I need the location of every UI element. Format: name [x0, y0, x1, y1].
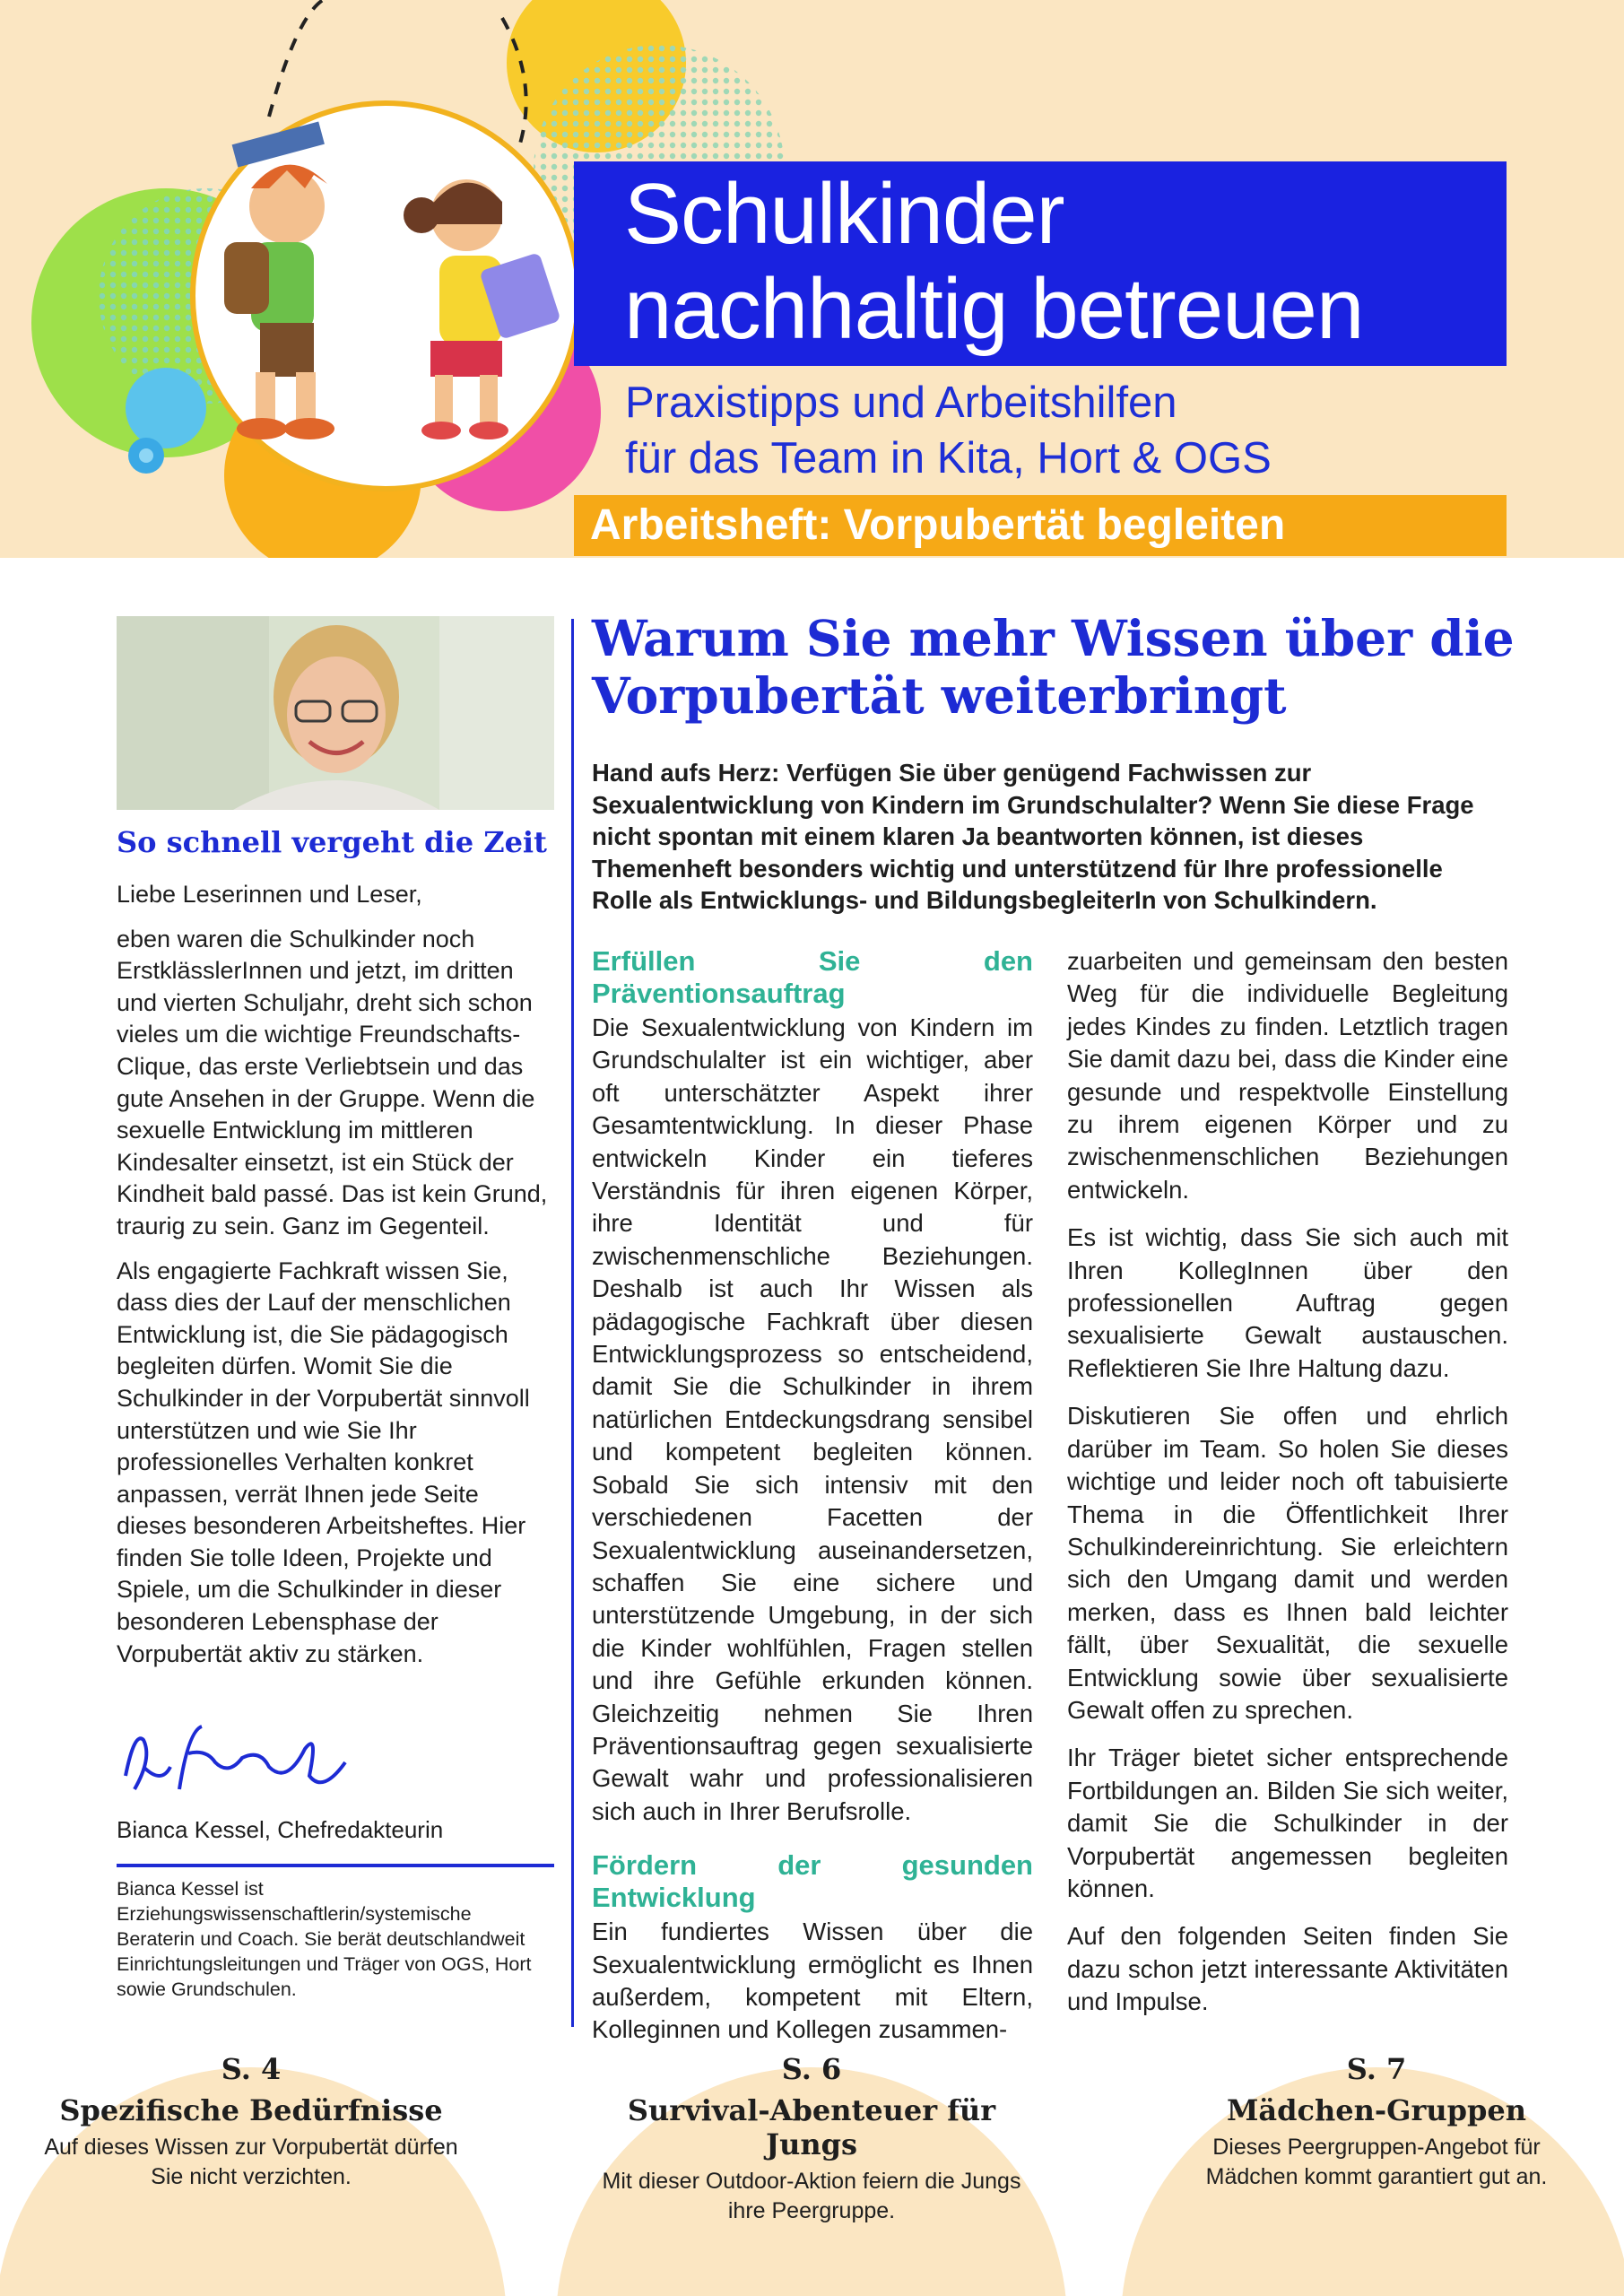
- teaser-page-4[interactable]: [36, 2052, 466, 2192]
- article-column-1: [592, 945, 1033, 2062]
- editorial-text: [117, 879, 554, 1683]
- article-headline: Warum Sie mehr Wissen über die Vorpubertät weiterbringt: [592, 609, 1515, 725]
- teaser-text: Dieses Peergruppen-Angebot für Mädchen kommt garantiert gut an.: [1205, 2135, 1548, 2189]
- article-intro: Hand aufs Herz: Verfügen Sie über genügend Fachwissen zur Sexualentwicklung von Kindern im Grundschulalter? Wenn Sie diese Frage nicht spontan mit einem klaren Ja beantworten können, ist dieses Themenheft besonders wichtig und unterstützend für Ihre professionelle Rolle als Entwicklungs- und BildungsbegleiterIn von Schulkindern.: [592, 759, 1474, 914]
- page-subtitle: [625, 375, 1272, 486]
- subtitle-line-2: für das Team in Kita, Hort & OGS: [625, 434, 1272, 483]
- article-column-2: [1067, 945, 1508, 2034]
- teaser-page-number: S. 4: [221, 2052, 282, 2086]
- article-paragraph: Ihr Träger bietet sicher entsprechende Fortbildungen an. Bilden Sie sich weiter, damit Sie die Schulkinder in der Vorpubertät angemessen begleiten können.: [1067, 1744, 1508, 1902]
- sidebar-heading: So schnell vergeht die Zeit: [117, 825, 547, 859]
- subtitle-line-1: Praxistipps und Arbeitshilfen: [625, 378, 1177, 427]
- section-heading: Fördern der gesunden Entwicklung: [592, 1849, 1033, 1914]
- author-bio: Bianca Kessel ist Erziehungswissenschaftlerin/systemische Beraterin und Coach. Sie berät deutschlandweit Einrichtungsleitungen und Träger von OGS, Hort sowie Grundschulen.: [117, 1878, 532, 2000]
- teaser-page-6[interactable]: [596, 2052, 1027, 2226]
- column-divider: [571, 619, 574, 2027]
- signature-name: Bianca Kessel, Chefredakteurin: [117, 1816, 444, 1843]
- article-paragraph: zuarbeiten und gemeinsam den besten Weg für die individuelle Begleitung jedes Kindes zu finden. Letztlich tragen Sie damit dazu bei, dass die Kinder eine gesunde und respektvolle Einstellung zu ihrem eigenen Körper und zu zwischenmenschlichen Beziehungen entwickeln.: [1067, 947, 1508, 1204]
- title-line-1: Schulkinder: [624, 166, 1064, 262]
- teaser-title: Survival-Abenteuer für Jungs: [627, 2093, 996, 2161]
- article-paragraph: Diskutieren Sie offen und ehrlich darüber im Team. So holen Sie dieses wichtige und leider noch oft tabuisierte Thema in die Öffentlichkeit Ihrer Schulkindereinrichtung. Sie erleichtern sich den Umgang damit und werden merken, dass es Ihnen bald leichter fällt, über Sexualität, die sexuelle Entwicklung sowie über sexualisierte Gewalt offen zu sprechen.: [1067, 1402, 1508, 1724]
- editorial-paragraph: eben waren die Schulkinder noch ErstklässlerInnen und jetzt, im dritten und vierten Schuljahr, dreht sich schon vieles um die wichtige Freundschafts-Clique, das erste Verliebtsein und das gute Ansehen in der Gruppe. Wenn die sexuelle Entwicklung im mittleren Kindesalter einsetzt, ist ein Stück der Kindheit bald passé. Das ist kein Grund, traurig zu sein. Ganz im Gegenteil.: [117, 925, 548, 1239]
- teaser-text: Auf dieses Wissen zur Vorpubertät dürfen Sie nicht verzichten.: [44, 2135, 458, 2189]
- teaser-page-7[interactable]: [1166, 2052, 1587, 2192]
- title-line-2: nachhaltig betreuen: [624, 261, 1364, 357]
- arbeitsheft-banner: Arbeitsheft: Vorpubertät begleiten: [574, 495, 1507, 556]
- page-title: [624, 167, 1363, 357]
- editorial-paragraph: Als engagierte Fachkraft wissen Sie, dass dies der Lauf der menschlichen Entwicklung ist, die Sie pädagogisch begleiten dürfen. Womit Sie die Schulkinder in der Vorpubertät sinnvoll unterstützen und wie Sie Ihr professionelles Verhalten konkret anpassen, verrät Ihnen jede Seite dieses besonderen Arbeitsheftes. Hier finden Sie tolle Ideen, Projekte und Spiele, um die Schulkinder in dieser besonderen Lebensphase der Vorpubertät aktiv zu stärken.: [117, 1257, 530, 1667]
- signature: [117, 1713, 350, 1803]
- teaser-page-number: S. 6: [781, 2052, 842, 2086]
- teaser-title: Spezifische Bedürfnisse: [59, 2093, 443, 2127]
- article-paragraph: Es ist wichtig, dass Sie sich auch mit Ihren KollegInnen über den professionellen Auftrag gegen sexualisierte Gewalt austauschen. Reflektieren Sie Ihre Haltung dazu.: [1067, 1223, 1508, 1382]
- header-banner: [0, 0, 1624, 558]
- divider: [117, 1864, 554, 1867]
- author-photo: [117, 616, 554, 810]
- teaser-page-number: S. 7: [1346, 2052, 1407, 2086]
- article-paragraph: Auf den folgenden Seiten finden Sie dazu schon jetzt interessante Aktivitäten und Impulse.: [1067, 1922, 1508, 2016]
- salutation: Liebe Leserinnen und Leser,: [117, 881, 422, 908]
- teaser-text: Mit dieser Outdoor-Aktion feiern die Jungs ihre Peergruppe.: [602, 2169, 1021, 2223]
- section-text: Ein fundiertes Wissen über die Sexualentwicklung ermöglicht es Ihnen außerdem, kompetent mit Eltern, Kolleginnen und Kollegen zusammen-: [592, 1918, 1033, 2044]
- teaser-title: Mädchen-Gruppen: [1226, 2093, 1526, 2127]
- section-heading: Erfüllen Sie den Präventionsauftrag: [592, 945, 1033, 1009]
- section-text: Die Sexualentwicklung von Kindern im Grundschulalter ist ein wichtiger, aber oft unterschätzter Aspekt ihrer Gesamtentwicklung. In dieser Phase entwickeln Kinder ein tieferes Verständnis für ihren eigenen Körper, ihre Identität und für zwischenmenschliche Beziehungen. Deshalb ist auch Ihr Wissen als pädagogische Fachkraft über diesen Entwicklungsprozess so entscheidend, damit Sie die Schulkinder in ihrem natürlichen Entdeckungsdrang sensibel und kompetent begleiten können. Sobald Sie sich intensiv mit den verschiedenen Facetten der Sexualentwicklung auseinandersetzen, schaffen Sie eine sichere und unterstützende Umgebung, in der sich die Kinder wohlfühlen, Fragen stellen und ihre Gefühle erkunden können. Gleichzeitig nehmen Sie Ihren Präventionsauftrag gegen sexualisierte Gewalt wahr und professionalisieren sich auch in Ihrer Berufsrolle.: [592, 1013, 1033, 1825]
